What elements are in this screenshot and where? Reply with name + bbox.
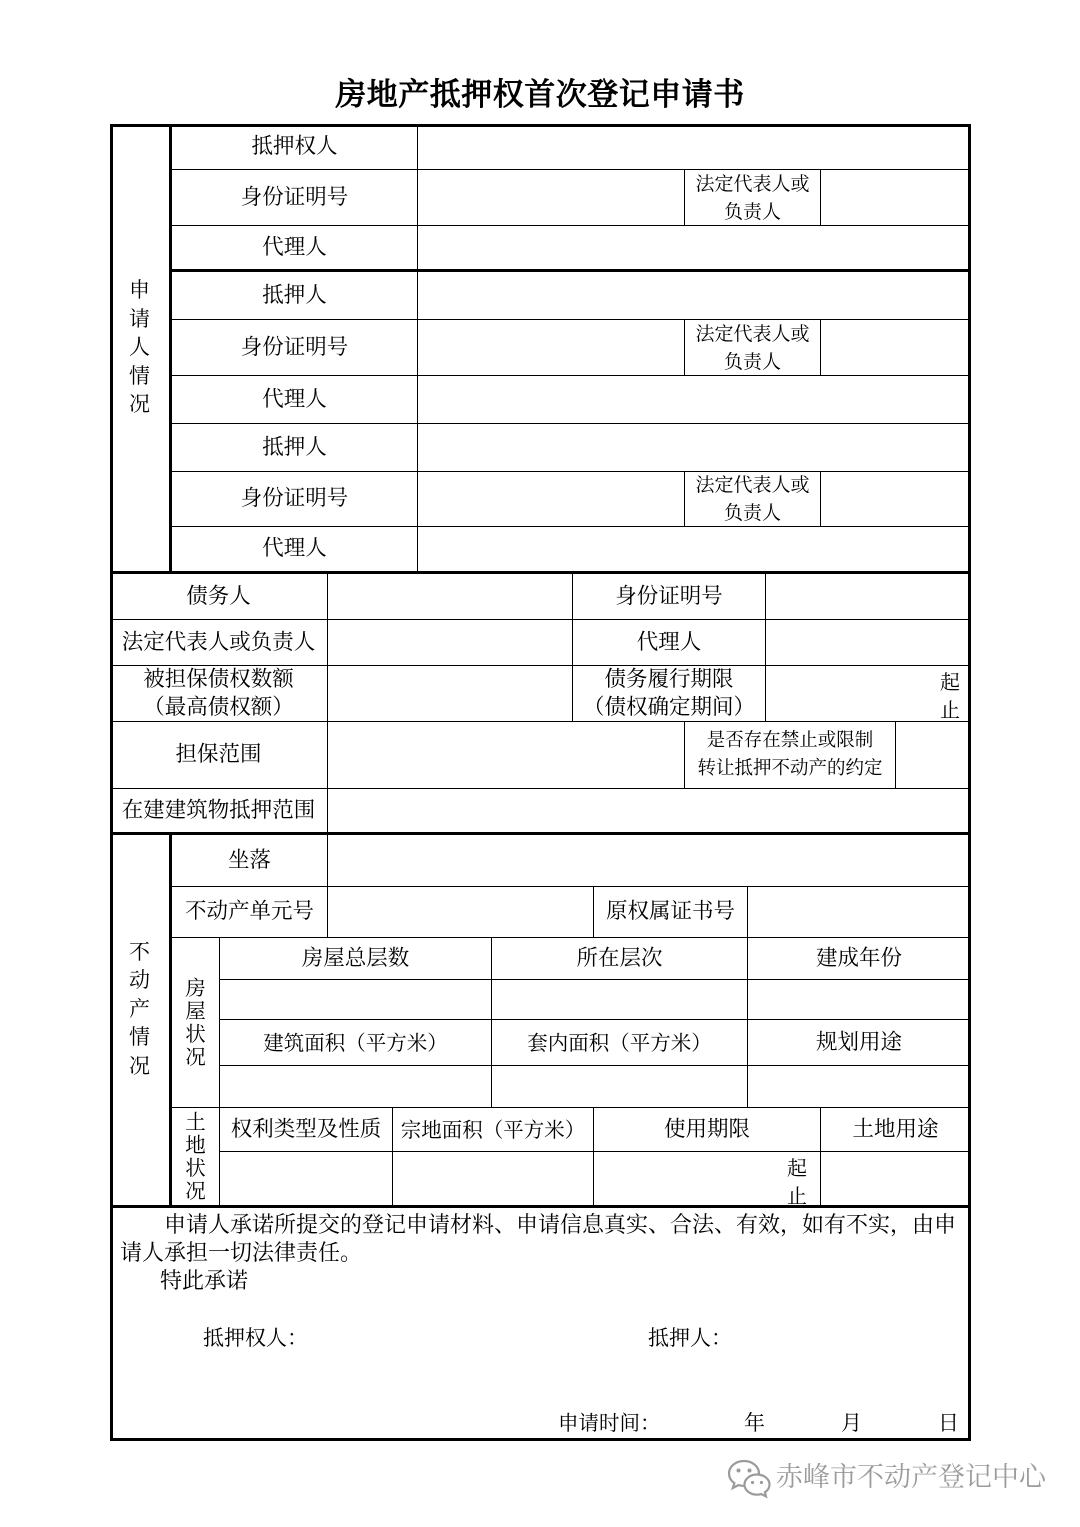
land-use-purpose-value xyxy=(821,1152,971,1208)
house-planned-use-value xyxy=(748,1066,971,1108)
property-section-side xyxy=(110,835,172,1208)
debt-term-label-line: 债务履行期限 xyxy=(604,666,734,692)
debt-term-end-mark: 止 xyxy=(940,698,960,722)
house-status-side-label: 房屋状况 xyxy=(185,975,206,1069)
house-total-floors-value xyxy=(220,980,492,1020)
transfer-restriction-label-line: 转让抵押不动产的约定 xyxy=(697,758,883,779)
legal-rep-label-line: 法定代表人或 xyxy=(695,474,810,496)
mortgagor-2-agent-value xyxy=(418,527,971,574)
mortgagee-agent-value xyxy=(418,226,971,272)
secured-amount-label-line: （最高债权额） xyxy=(143,694,294,720)
date-day-label: 日 xyxy=(938,1411,959,1435)
debtor-agent-label: 代理人 xyxy=(573,620,766,666)
mortgagor-1-label: 抵押人 xyxy=(172,272,418,320)
debt-term-label-line: （债权确定期间） xyxy=(582,694,755,720)
legal-rep-label-line: 法定代表人或 xyxy=(695,172,810,195)
legal-rep-label-line: 负责人 xyxy=(723,350,781,373)
mortgagee-signature-label: 抵押权人： xyxy=(203,1326,308,1350)
mortgagor-2-value xyxy=(418,424,971,472)
land-term-end-mark: 止 xyxy=(787,1184,807,1208)
mortgagor-signature-label: 抵押人： xyxy=(648,1326,732,1350)
debtor-agent-value xyxy=(766,620,971,666)
legal-rep-label-line: 负责人 xyxy=(723,502,781,524)
land-status-side-label: 土地状况 xyxy=(185,1109,206,1203)
transfer-restriction-label-line: 是否存在禁止或限制 xyxy=(706,730,874,751)
house-interior-area-header: 套内面积（平方米） xyxy=(492,1020,748,1066)
mortgagee-id-label: 身份证明号 xyxy=(172,170,418,226)
land-term-start-mark: 起 xyxy=(787,1156,807,1180)
mortgagor-1-legal-rep-value xyxy=(821,320,971,376)
mortgagor-2-id-label: 身份证明号 xyxy=(172,472,418,527)
mortgagee-label: 抵押权人 xyxy=(172,124,418,170)
mortgagor-2-legal-rep-label xyxy=(685,472,821,527)
land-parcel-area-value xyxy=(393,1152,594,1208)
mortgagor-1-agent-value xyxy=(418,376,971,424)
house-status-side xyxy=(172,938,220,1108)
debtor-id-label: 身份证明号 xyxy=(573,574,766,620)
construction-scope-label: 在建建筑物抵押范围 xyxy=(110,789,328,835)
unit-number-label: 不动产单元号 xyxy=(172,887,328,938)
debtor-label: 债务人 xyxy=(110,574,328,620)
house-floor-level-value xyxy=(492,980,748,1020)
declaration-closing: 特此承诺 xyxy=(160,1269,249,1294)
secured-amount-value xyxy=(328,666,573,722)
declaration-text: 申请人承诺所提交的登记申请材料、申请信息真实、合法、有效，如有不实，由申请人承担一切法律责任。 xyxy=(120,1213,957,1266)
mortgagee-legal-rep-label xyxy=(685,170,821,226)
house-built-year-value xyxy=(748,980,971,1020)
mortgagee-legal-rep-value xyxy=(821,170,971,226)
debtor-value xyxy=(328,574,573,620)
secured-amount-label-line: 被担保债权数额 xyxy=(143,666,294,692)
mortgagor-1-agent-label: 代理人 xyxy=(172,376,418,424)
land-right-type-header: 权利类型及性质 xyxy=(220,1108,393,1152)
location-label: 坐落 xyxy=(172,835,328,887)
land-parcel-area-header: 宗地面积（平方米） xyxy=(393,1108,594,1152)
house-total-floors-header: 房屋总层数 xyxy=(220,938,492,980)
wechat-official-account-icon xyxy=(726,1457,774,1501)
house-planned-use-header: 规划用途 xyxy=(748,1020,971,1066)
mortgagor-2-id-value xyxy=(418,472,685,527)
mortgagee-agent-label: 代理人 xyxy=(172,226,418,272)
original-certificate-label: 原权属证书号 xyxy=(594,887,748,938)
transfer-restriction-value xyxy=(896,722,971,789)
mortgagor-2-label: 抵押人 xyxy=(172,424,418,472)
debt-term-label xyxy=(573,666,766,722)
transfer-restriction-label xyxy=(685,722,896,789)
debt-term-value xyxy=(766,666,971,722)
guarantee-scope-label: 担保范围 xyxy=(110,722,328,789)
mortgagor-2-legal-rep-value xyxy=(821,472,971,527)
location-value xyxy=(328,835,971,887)
mortgagee-value xyxy=(418,124,971,170)
land-right-type-value xyxy=(220,1152,393,1208)
watermark-text: 赤峰市不动产登记中心 xyxy=(776,1462,1046,1493)
property-section-side-label: 不动产情况 xyxy=(129,939,150,1078)
date-year-label: 年 xyxy=(744,1411,765,1435)
secured-amount-label xyxy=(110,666,328,722)
legal-rep-label-line: 负责人 xyxy=(723,200,781,223)
land-use-term-header: 使用期限 xyxy=(594,1108,821,1152)
land-status-side xyxy=(172,1108,220,1208)
applicant-section-side-label: 申请人情况 xyxy=(129,278,150,417)
house-building-area-header: 建筑面积（平方米） xyxy=(220,1020,492,1066)
debt-term-start-mark: 起 xyxy=(940,670,960,694)
unit-number-value xyxy=(328,887,594,938)
house-floor-level-header: 所在层次 xyxy=(492,938,748,980)
construction-scope-value xyxy=(328,789,971,835)
land-use-term-value xyxy=(594,1152,821,1208)
form-title: 房地产抵押权首次登记申请书 xyxy=(335,77,745,113)
mortgagor-1-id-value xyxy=(418,320,685,376)
mortgagee-id-value xyxy=(418,170,685,226)
date-month-label: 月 xyxy=(841,1411,862,1435)
house-interior-area-value xyxy=(492,1066,748,1108)
debtor-legal-rep-value xyxy=(328,620,573,666)
guarantee-scope-value xyxy=(328,722,685,789)
application-date-label: 申请时间： xyxy=(558,1411,661,1435)
legal-rep-label-line: 法定代表人或 xyxy=(695,322,810,345)
house-built-year-header: 建成年份 xyxy=(748,938,971,980)
land-use-purpose-header: 土地用途 xyxy=(821,1108,971,1152)
mortgagor-1-value xyxy=(418,272,971,320)
mortgagor-1-legal-rep-label xyxy=(685,320,821,376)
debtor-id-value xyxy=(766,574,971,620)
applicant-section-side xyxy=(110,124,172,574)
mortgagor-1-id-label: 身份证明号 xyxy=(172,320,418,376)
debtor-legal-rep-label: 法定代表人或负责人 xyxy=(110,620,328,666)
original-certificate-value xyxy=(748,887,971,938)
mortgagor-2-agent-label: 代理人 xyxy=(172,527,418,574)
house-building-area-value xyxy=(220,1066,492,1108)
